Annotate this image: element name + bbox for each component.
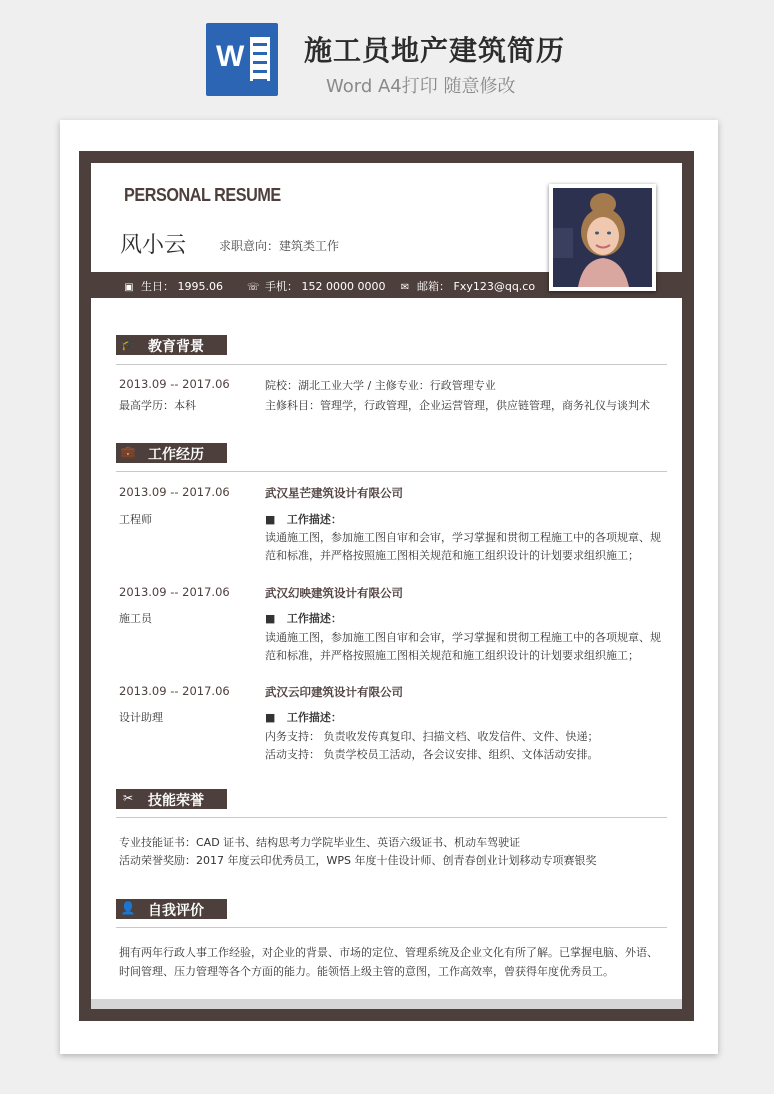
word-logo-letter: W [216,40,245,73]
section-header-work [116,443,227,463]
job-desc-title [265,709,342,725]
job-company: 武汉星芒建筑设计有限公司 [265,486,403,500]
education-courses: 主修科目：管理学，行政管理，企业运营管理，供应链管理，商务礼仪与谈判术 [265,399,650,412]
job-role: 施工员 [119,612,152,625]
phone-number: 手机： 152 0000 0000 [265,280,386,293]
job-date: 2013.09 -- 2017.06 [119,684,230,698]
briefcase-icon: 💼 [120,445,136,459]
candidate-name: 风小云 [120,233,187,258]
birth-date: 生日： 1995.06 [141,280,223,293]
bullet-icon: ■ [265,612,276,625]
skills-line: 专业技能证书：CAD 证书、结构思考力学院毕业生、英语六级证书、机动车驾驶证 [119,836,521,849]
skills-line: 活动荣誉奖励：2017 年度云印优秀员工，WPS 年度十佳设计师、创青春创业计划移动专项赛银奖 [119,854,597,867]
graduation-cap-icon: 🎓 [120,337,136,351]
bottom-strip [91,999,682,1009]
section-title: 教育背景 [148,339,204,355]
job-desc-line: 内务支持： 负责收发传真复印、扫描文档、收发信件、文件、快递； [265,730,599,743]
education-degree: 最高学历：本科 [119,399,196,412]
section-title: 技能荣誉 [148,793,204,809]
job-desc-line: 读通施工图，参加施工图自审和会审，学习掌握和贯彻工程施工中的各项规章、规 [265,531,661,544]
job-desc-label: 工作描述： [286,513,342,526]
job-role: 设计助理 [119,711,163,724]
calendar-icon: ▣ [124,282,134,293]
job-date: 2013.09 -- 2017.06 [119,585,230,599]
education-date: 2013.09 -- 2017.06 [119,377,230,391]
resume-heading: PERSONAL RESUME [124,185,281,205]
job-desc-line: 活动支持： 负责学校员工活动，各会议安排、组织、文体活动安排。 [265,748,599,761]
divider [116,364,667,365]
job-date: 2013.09 -- 2017.06 [119,485,230,499]
section-title: 自我评价 [148,903,204,919]
job-desc-line: 读通施工图，参加施工图自审和会审，学习掌握和贯彻工程施工中的各项规章、规 [265,631,661,644]
mail-icon: ✉ [400,282,410,293]
email-address: 邮箱： Fxy123@qq.co [417,280,536,293]
profile-photo [549,184,656,291]
self-eval-line: 时间管理、压力管理等各个方面的能力。能领悟上级主管的意图，工作高效率，曾获得年度优秀员工。 [119,965,614,978]
job-desc-title [265,610,342,626]
job-intent: 求职意向：建筑类工作 [219,239,340,253]
job-desc-line: 范和标准，并严格按照施工图相关规范和施工组织设计的计划要求组织施工； [265,649,639,662]
job-desc-label: 工作描述： [286,711,342,724]
job-role: 工程师 [119,513,152,526]
banner-title: 施工员地产建筑简历 [304,34,566,67]
document-lines-icon [250,37,270,81]
job-company: 武汉幻映建筑设计有限公司 [265,586,403,600]
bullet-icon: ■ [265,711,276,724]
tools-icon: ✂ [122,791,134,805]
education-school: 院校：湖北工业大学 / 主修专业：行政管理专业 [265,379,496,392]
job-company: 武汉云印建筑设计有限公司 [265,685,403,699]
divider [116,927,667,928]
section-header-self [116,899,227,919]
bullet-icon: ■ [265,513,276,526]
word-logo-icon [206,23,278,96]
job-desc-label: 工作描述： [286,612,342,625]
job-desc-line: 范和标准，并严格按照施工图相关规范和施工组织设计的计划要求组织施工； [265,549,639,562]
phone-icon: ☏ [247,282,260,293]
section-title: 工作经历 [148,447,204,463]
self-eval-line: 拥有两年行政人事工作经验，对企业的背景、市场的定位、管理系统及企业文化有所了解。已掌握电脑、外语、 [119,946,658,959]
section-header-skills [116,789,227,809]
divider [116,817,667,818]
divider [116,471,667,472]
section-header-education [116,335,227,355]
banner-subtitle: Word A4打印 随意修改 [326,76,516,97]
job-desc-title [265,511,342,527]
portrait-image [553,188,652,287]
person-icon: 👤 [120,901,136,915]
